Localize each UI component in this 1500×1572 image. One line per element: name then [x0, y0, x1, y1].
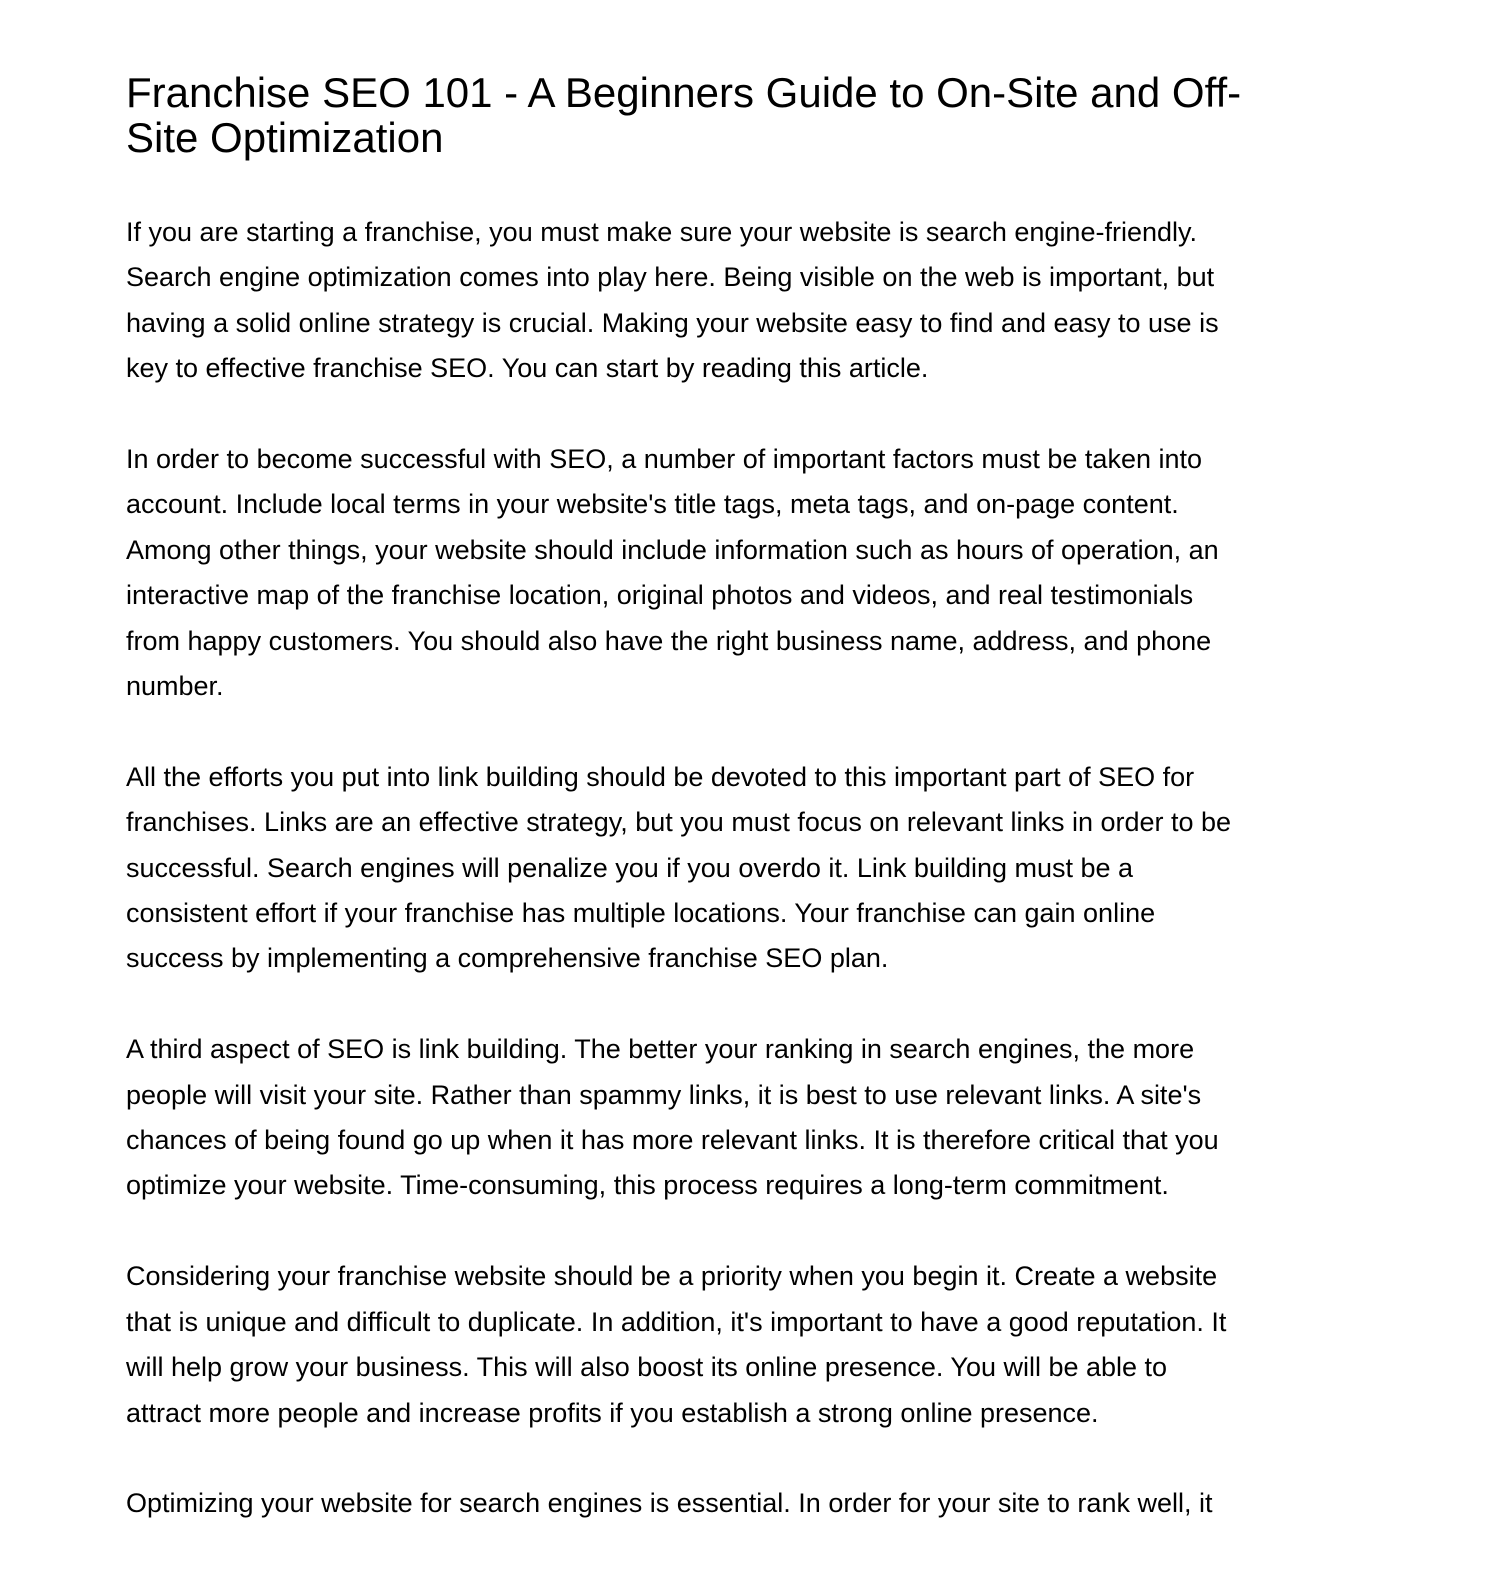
text-line: If you are starting a franchise, you must make sure your website is search engine-friendly.: [126, 217, 1197, 247]
text-line: In order to become successful with SEO, a number of important factors must be taken into: [126, 444, 1203, 475]
text-line: success by implementing a comprehensive franchise SEO plan.: [126, 943, 889, 974]
title-line: Site Optimization: [126, 114, 444, 161]
document-title: [126, 70, 1386, 160]
text-line: account. Include local terms in your website's title tags, meta tags, and on-page content.: [126, 489, 1179, 520]
paragraph: [126, 1027, 1386, 1209]
document-body: [126, 210, 1386, 1527]
paragraph: [126, 1254, 1386, 1436]
text-line: will help grow your business. This will also boost its online presence. You will be able to: [126, 1352, 1168, 1383]
text-line: successful. Search engines will penalize you if you overdo it. Link building must be a: [126, 852, 1134, 883]
text-line: Considering your franchise website should be a priority when you begin it. Create a website: [126, 1261, 1218, 1292]
document-page: [126, 70, 1386, 1572]
paragraph: [126, 1481, 1386, 1526]
text-line: Among other things, your website should include information such as hours of operation, an: [126, 534, 1219, 565]
text-line: having a solid online strategy is crucial. Making your website easy to find and easy to use is: [126, 307, 1219, 338]
text-line: All the efforts you put into link building should be devoted to this important part of SEO for: [126, 761, 1195, 792]
text-line: that is unique and difficult to duplicate. In addition, it's important to have a good reputation. It: [126, 1306, 1227, 1337]
text-line: Optimizing your website for search engines is essential. In order for your site to rank well, it: [126, 1488, 1213, 1519]
text-line: A third aspect of SEO is link building. The better your ranking in search engines, the more: [126, 1034, 1195, 1065]
text-line: Search engine optimization comes into play here. Being visible on the web is important, but: [126, 262, 1215, 293]
text-line: consistent effort if your franchise has multiple locations. Your franchise can gain online: [126, 898, 1156, 929]
text-line: interactive map of the franchise location, original photos and videos, and real testimonials: [126, 580, 1194, 611]
text-line: from happy customers. You should also have the right business name, address, and phone: [126, 625, 1212, 656]
text-line: number.: [126, 671, 224, 702]
text-line: key to effective franchise SEO. You can start by reading this article.: [126, 353, 929, 384]
text-line: chances of being found go up when it has more relevant links. It is therefore critical that you: [126, 1125, 1219, 1156]
title-line: Franchise SEO 101 - A Beginners Guide to On-Site and Off-: [126, 69, 1242, 116]
text-line: optimize your website. Time-consuming, this process requires a long-term commitment.: [126, 1170, 1169, 1201]
text-line: attract more people and increase profits if you establish a strong online presence.: [126, 1397, 1099, 1428]
paragraph: [126, 755, 1386, 982]
paragraph: [126, 210, 1386, 392]
paragraph: [126, 437, 1386, 709]
text-line: franchises. Links are an effective strategy, but you must focus on relevant links in order to be: [126, 807, 1232, 838]
text-line: people will visit your site. Rather than spammy links, it is best to use relevant links. A site's: [126, 1079, 1202, 1110]
